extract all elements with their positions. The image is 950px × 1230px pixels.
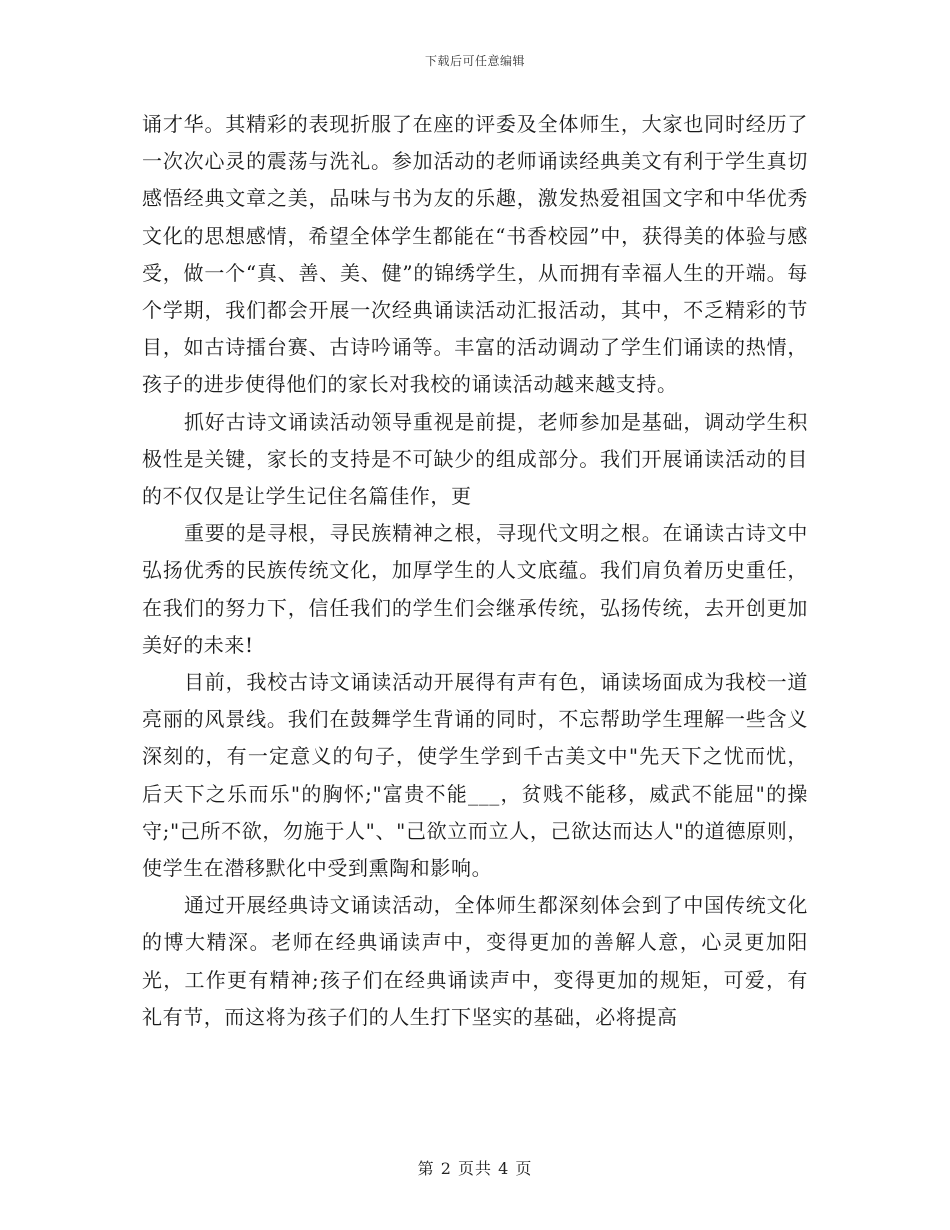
paragraph-1: 诵才华。其精彩的表现折服了在座的评委及全体师生，大家也同时经历了一次次心灵的震荡与洗礼。参加活动的老师诵读经典美文有利于学生真切感悟经典文章之美，品味与书为友的乐趣，激发热爱祖国文字和中华优秀文化的思想感情，希望全体学生都能在“书香校园”中，获得美的体验与感受，做一个“真、善、美、健”的锦绣学生，从而拥有幸福人生的开端。每个学期，我们都会开展一次经典诵读活动汇报活动，其中，不乏精彩的节目，如古诗擂台赛、古诗吟诵等。丰富的活动调动了学生们诵读的热情，孩子的进步使得他们的家长对我校的诵读活动越来越支持。 [142, 112, 808, 397]
document-body [142, 106, 808, 1036]
paragraph-4: 目前，我校古诗文诵读活动开展得有声有色，诵读场面成为我校一道亮丽的风景线。我们在鼓舞学生背诵的同时，不忘帮助学生理解一些含义深刻的，有一定意义的句子，使学生学到千古美文中"先天下之忧而忧，后天下之乐而乐"的胸怀;"富贵不能___，贫贱不能移，威武不能屈"的操守;"己所不欲，勿施于人"、"己欲立而立人，己欲达而达人"的道德原则，使学生在潜移默化中受到熏陶和影响。 [142, 670, 808, 881]
paragraph-5: 通过开展经典诗文诵读活动，全体师生都深刻体会到了中国传统文化的博大精深。老师在经典诵读声中，变得更加的善解人意，心灵更加阳光，工作更有精神;孩子们在经典诵读声中，变得更加的规矩，可爱，有礼有节，而这将为孩子们的人生打下坚实的基础，必将提高 [142, 893, 808, 1029]
page-header: 下载后可任意编辑 [424, 54, 525, 68]
paragraph-3: 重要的是寻根，寻民族精神之根，寻现代文明之根。在诵读古诗文中弘扬优秀的民族传统文化，加厚学生的人文底蕴。我们肩负着历史重任，在我们的努力下，信任我们的学生们会继承传统，弘扬传统，去开创更加美好的未来! [142, 521, 808, 657]
page-footer: 第 2 页共 4 页 [417, 1159, 533, 1178]
paragraph-2: 抓好古诗文诵读活动领导重视是前提，老师参加是基础，调动学生积极性是关键，家长的支持是不可缺少的组成部分。我们开展诵读活动的目的不仅仅是让学生记住名篇佳作，更 [142, 409, 808, 509]
